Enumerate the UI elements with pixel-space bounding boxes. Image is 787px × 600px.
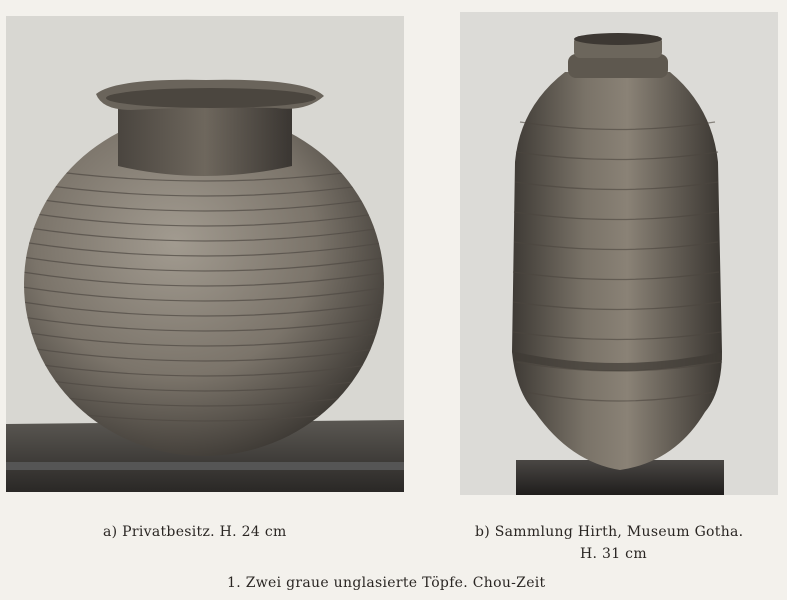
caption-b-line2: H. 31 cm xyxy=(580,546,647,562)
caption-b-line1: b) Sammlung Hirth, Museum Gotha. xyxy=(475,524,744,540)
photo-globular-pot xyxy=(6,16,404,492)
figure-caption: 1. Zwei graue unglasierte Töpfe. Chou-Zeit xyxy=(227,575,546,591)
photo-tall-jar xyxy=(460,12,778,495)
caption-a: a) Privatbesitz. H. 24 cm xyxy=(103,524,287,540)
